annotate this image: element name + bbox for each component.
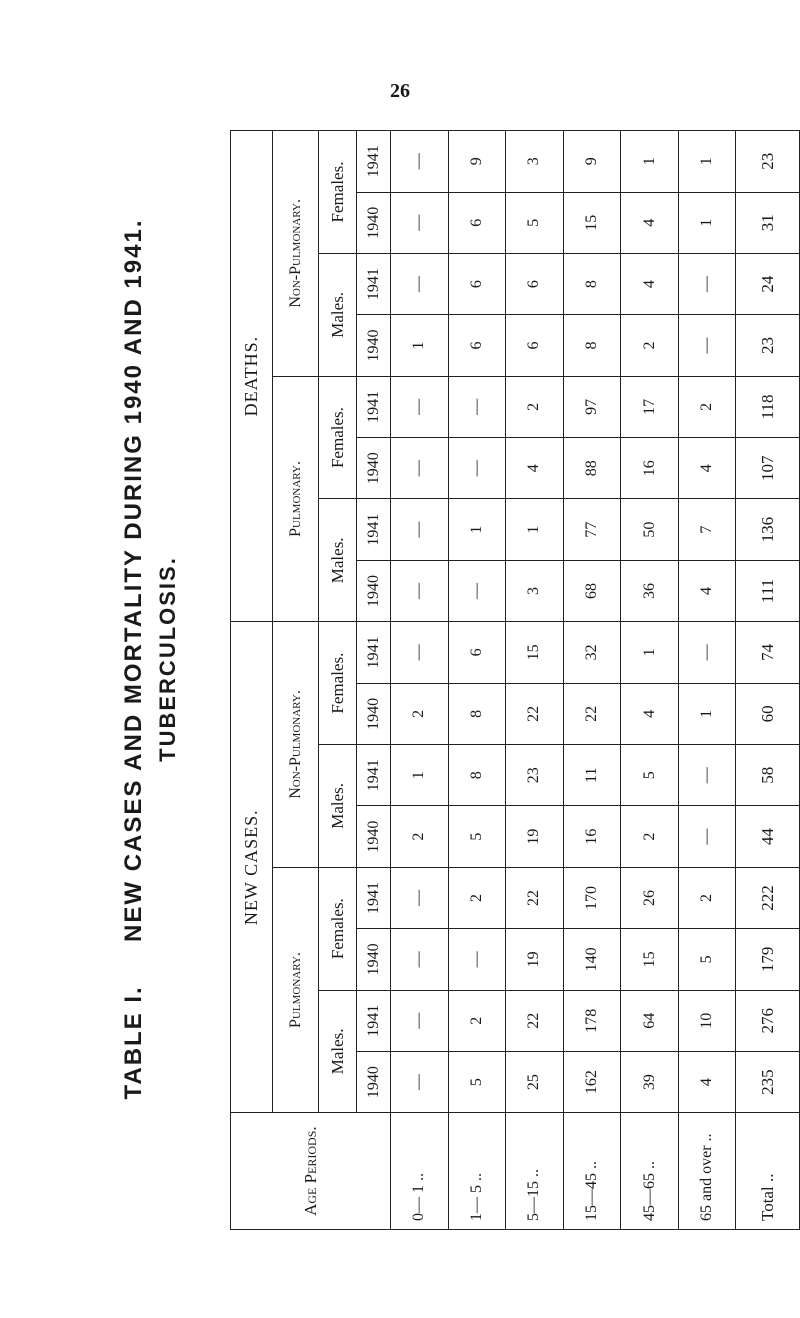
value-cell: 44 <box>736 806 800 867</box>
value-cell: 8 <box>448 745 506 806</box>
value-cell: 22 <box>563 683 621 744</box>
sex-header: Males. <box>319 499 357 622</box>
value-cell: — <box>391 1051 449 1112</box>
value-cell: 77 <box>563 499 621 560</box>
value-cell: 5 <box>621 745 679 806</box>
value-cell: 36 <box>621 560 679 621</box>
table-row <box>678 131 736 1230</box>
value-cell: 2 <box>621 806 679 867</box>
table-row <box>448 131 506 1230</box>
value-cell: 16 <box>563 806 621 867</box>
age-period-cell: 45—65 .. <box>621 1113 679 1230</box>
value-cell: 15 <box>506 622 564 683</box>
value-cell: 222 <box>736 867 800 928</box>
value-cell: 170 <box>563 867 621 928</box>
value-cell: 1 <box>448 499 506 560</box>
value-cell: 15 <box>621 929 679 990</box>
value-cell: 17 <box>621 376 679 437</box>
year-header: 1940 <box>357 560 391 621</box>
table-body <box>391 131 800 1230</box>
year-header: 1941 <box>357 622 391 683</box>
value-cell: 88 <box>563 438 621 499</box>
table-title-block <box>10 109 180 1209</box>
year-header: 1940 <box>357 192 391 253</box>
value-cell: — <box>391 192 449 253</box>
age-period-cell: 65 and over .. <box>678 1113 736 1230</box>
age-period-cell: 1— 5 .. <box>448 1113 506 1230</box>
year-header: 1941 <box>357 745 391 806</box>
value-cell: 8 <box>448 683 506 744</box>
subgroup-header: Non-Pulmonary. <box>273 622 319 868</box>
table-row <box>563 131 621 1230</box>
value-cell: 2 <box>448 867 506 928</box>
value-cell: 2 <box>391 806 449 867</box>
value-cell: 64 <box>621 990 679 1051</box>
value-cell: 235 <box>736 1051 800 1112</box>
year-header: 1940 <box>357 315 391 376</box>
value-cell: — <box>678 622 736 683</box>
group-header: NEW CASES. <box>231 622 273 1113</box>
value-cell: 9 <box>448 131 506 193</box>
subgroup-header: Non-Pulmonary. <box>273 131 319 377</box>
value-cell: 2 <box>621 315 679 376</box>
value-cell: 1 <box>621 622 679 683</box>
year-header: 1941 <box>357 131 391 193</box>
value-cell: 3 <box>506 131 564 193</box>
value-cell: — <box>678 253 736 314</box>
value-cell: 8 <box>563 315 621 376</box>
value-cell: 15 <box>563 192 621 253</box>
value-cell: 74 <box>736 622 800 683</box>
table-label: TABLE I. <box>120 985 147 1100</box>
table-heading: NEW CASES AND MORTALITY DURING 1940 AND 1941. <box>120 218 147 942</box>
value-cell: 16 <box>621 438 679 499</box>
value-cell: 5 <box>448 1051 506 1112</box>
value-cell: 50 <box>621 499 679 560</box>
value-cell: 1 <box>506 499 564 560</box>
year-header: 1940 <box>357 683 391 744</box>
value-cell: — <box>391 990 449 1051</box>
value-cell: — <box>391 438 449 499</box>
value-cell: 1 <box>678 192 736 253</box>
value-cell: — <box>448 376 506 437</box>
value-cell: 276 <box>736 990 800 1051</box>
value-cell: 162 <box>563 1051 621 1112</box>
value-cell: 31 <box>736 192 800 253</box>
sex-header: Males. <box>319 253 357 376</box>
year-header: 1941 <box>357 867 391 928</box>
value-cell: 107 <box>736 438 800 499</box>
value-cell: 7 <box>678 499 736 560</box>
value-cell: 19 <box>506 806 564 867</box>
tuberculosis-table <box>230 130 800 1230</box>
value-cell: — <box>678 315 736 376</box>
total-label: Total .. <box>736 1113 800 1230</box>
value-cell: 118 <box>736 376 800 437</box>
value-cell: 1 <box>678 683 736 744</box>
value-cell: 1 <box>391 745 449 806</box>
value-cell: 22 <box>506 867 564 928</box>
table-row <box>391 131 449 1230</box>
value-cell: 22 <box>506 990 564 1051</box>
value-cell: 5 <box>506 192 564 253</box>
table-row <box>506 131 564 1230</box>
value-cell: 136 <box>736 499 800 560</box>
value-cell: 97 <box>563 376 621 437</box>
age-period-cell: 5—15 .. <box>506 1113 564 1230</box>
sex-header: Females. <box>319 131 357 254</box>
value-cell: 23 <box>506 745 564 806</box>
year-header: 1941 <box>357 253 391 314</box>
age-period-cell: 0— 1 .. <box>391 1113 449 1230</box>
value-cell: 6 <box>506 315 564 376</box>
value-cell: 39 <box>621 1051 679 1112</box>
value-cell: — <box>391 560 449 621</box>
value-cell: — <box>391 867 449 928</box>
value-cell: 2 <box>391 683 449 744</box>
value-cell: 6 <box>448 192 506 253</box>
sex-header: Males. <box>319 745 357 868</box>
sex-header: Females. <box>319 867 357 990</box>
value-cell: 1 <box>621 131 679 193</box>
data-table <box>230 130 800 1230</box>
value-cell: 5 <box>448 806 506 867</box>
value-cell: 4 <box>678 560 736 621</box>
value-cell: — <box>448 560 506 621</box>
value-cell: — <box>391 499 449 560</box>
value-cell: 9 <box>563 131 621 193</box>
value-cell: 5 <box>678 929 736 990</box>
year-header: 1940 <box>357 438 391 499</box>
value-cell: — <box>448 438 506 499</box>
value-cell: 68 <box>563 560 621 621</box>
value-cell: — <box>448 929 506 990</box>
value-cell: 140 <box>563 929 621 990</box>
value-cell: 11 <box>563 745 621 806</box>
value-cell: 2 <box>448 990 506 1051</box>
value-cell: 1 <box>678 131 736 193</box>
value-cell: 6 <box>448 622 506 683</box>
value-cell: — <box>391 376 449 437</box>
value-cell: 6 <box>448 253 506 314</box>
value-cell: — <box>391 929 449 990</box>
value-cell: — <box>391 622 449 683</box>
value-cell: 25 <box>506 1051 564 1112</box>
page-number: 26 <box>390 80 410 102</box>
value-cell: 2 <box>678 867 736 928</box>
age-period-cell: 15—45 .. <box>563 1113 621 1230</box>
year-header: 1941 <box>357 990 391 1051</box>
value-cell: 4 <box>678 1051 736 1112</box>
value-cell: 32 <box>563 622 621 683</box>
value-cell: 26 <box>621 867 679 928</box>
year-header: 1940 <box>357 929 391 990</box>
value-cell: 4 <box>621 192 679 253</box>
value-cell: — <box>391 253 449 314</box>
sex-header: Males. <box>319 990 357 1113</box>
table-title <box>120 109 148 1209</box>
year-header: 1940 <box>357 1051 391 1112</box>
value-cell: 4 <box>678 438 736 499</box>
value-cell: — <box>391 131 449 193</box>
year-header: 1941 <box>357 499 391 560</box>
value-cell: 111 <box>736 560 800 621</box>
subgroup-header: Pulmonary. <box>273 867 319 1113</box>
total-row <box>736 131 800 1230</box>
value-cell: 58 <box>736 745 800 806</box>
value-cell: 178 <box>563 990 621 1051</box>
value-cell: 60 <box>736 683 800 744</box>
sex-header: Females. <box>319 622 357 745</box>
value-cell: 23 <box>736 315 800 376</box>
value-cell: 179 <box>736 929 800 990</box>
value-cell: — <box>678 806 736 867</box>
table-row <box>621 131 679 1230</box>
value-cell: 19 <box>506 929 564 990</box>
value-cell: 4 <box>621 253 679 314</box>
year-header: 1941 <box>357 376 391 437</box>
value-cell: 8 <box>563 253 621 314</box>
value-cell: 2 <box>678 376 736 437</box>
value-cell: 4 <box>506 438 564 499</box>
sex-header: Females. <box>319 376 357 499</box>
value-cell: 22 <box>506 683 564 744</box>
year-header: 1940 <box>357 806 391 867</box>
age-periods-header: Age Periods. <box>231 1113 391 1230</box>
value-cell: 10 <box>678 990 736 1051</box>
group-header: DEATHS. <box>231 131 273 622</box>
value-cell: 4 <box>621 683 679 744</box>
value-cell: 2 <box>506 376 564 437</box>
value-cell: 6 <box>448 315 506 376</box>
subgroup-header: Pulmonary. <box>273 376 319 622</box>
value-cell: — <box>678 745 736 806</box>
value-cell: 1 <box>391 315 449 376</box>
value-cell: 23 <box>736 131 800 193</box>
value-cell: 24 <box>736 253 800 314</box>
table-subtitle: TUBERCULOSIS. <box>155 556 180 762</box>
value-cell: 6 <box>506 253 564 314</box>
value-cell: 3 <box>506 560 564 621</box>
